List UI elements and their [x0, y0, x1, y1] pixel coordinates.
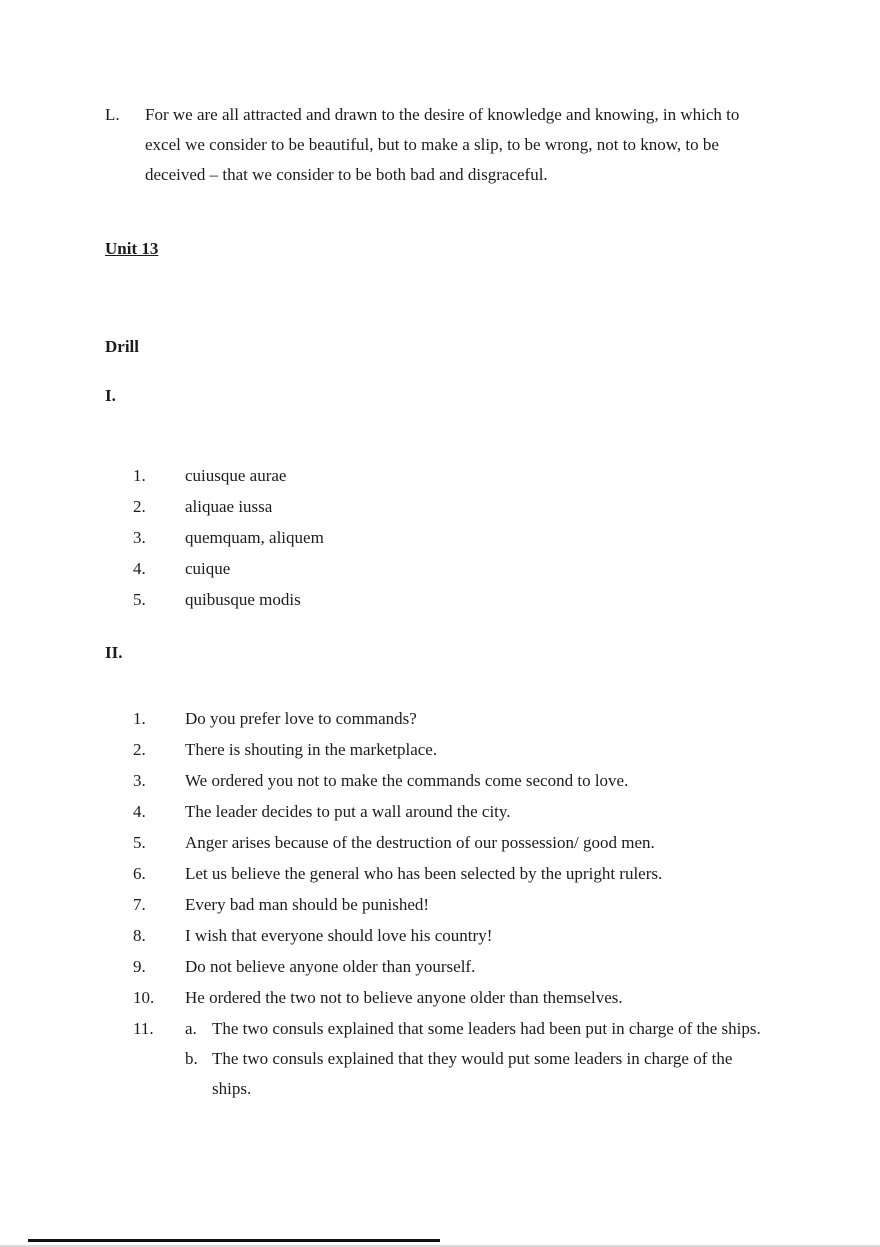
list-text: cuique — [185, 559, 231, 578]
list-number: 4. — [133, 802, 146, 821]
list-number: 6. — [133, 864, 146, 883]
sub-item-label: b. — [185, 1049, 198, 1068]
list-number: 2. — [133, 497, 146, 516]
item-11-sub-list — [185, 1014, 770, 1104]
sub-item-label: a. — [185, 1019, 197, 1038]
list-number: 2. — [133, 740, 146, 759]
list-text: quibusque modis — [185, 590, 301, 609]
list-number: 5. — [133, 833, 146, 852]
list-row — [133, 952, 770, 982]
sub-item-text: The two consuls explained that they would put some leaders in charge of the ships. — [212, 1049, 733, 1098]
list-text: aliquae iussa — [185, 497, 273, 516]
list-row — [133, 492, 770, 522]
list-row — [133, 766, 770, 796]
list-row — [133, 523, 770, 553]
list-text: quemquam, aliquem — [185, 528, 324, 547]
list-text: He ordered the two not to believe anyone older than themselves. — [185, 988, 623, 1007]
list-text: Do you prefer love to commands? — [185, 709, 417, 728]
drill-list-II — [133, 704, 770, 1104]
list-row — [133, 585, 770, 615]
list-row — [133, 704, 770, 734]
list-text: The leader decides to put a wall around the city. — [185, 802, 511, 821]
list-number: 1. — [133, 709, 146, 728]
list-text: We ordered you not to make the commands come second to love. — [185, 771, 629, 790]
list-row — [133, 983, 770, 1013]
drill-list-I — [133, 461, 770, 615]
list-number: 7. — [133, 895, 146, 914]
list-text: There is shouting in the marketplace. — [185, 740, 438, 759]
item-11-row — [133, 1014, 770, 1104]
list-text: Anger arises because of the destruction of our possession/ good men. — [185, 833, 655, 852]
footer-rule — [28, 1239, 440, 1242]
list-number: 11. — [133, 1019, 154, 1038]
list-row — [133, 859, 770, 889]
list-text: cuiusque aurae — [185, 466, 287, 485]
section-I-heading: I. — [105, 386, 116, 405]
list-row — [133, 921, 770, 951]
list-number: 1. — [133, 466, 146, 485]
list-row — [133, 828, 770, 858]
list-text: I wish that everyone should love his country! — [185, 926, 493, 945]
drill-heading: Drill — [105, 337, 139, 356]
item-L-label: L. — [105, 105, 120, 124]
list-number: 8. — [133, 926, 146, 945]
list-number: 10. — [133, 988, 155, 1007]
list-number: 9. — [133, 957, 146, 976]
list-text: Do not believe anyone older than yourself. — [185, 957, 476, 976]
list-row — [133, 554, 770, 584]
list-row — [133, 461, 770, 491]
list-number: 5. — [133, 590, 146, 609]
item-L-text: For we are all attracted and drawn to the desire of knowledge and knowing, in which to excel we consider to be beautiful, but to make a slip, to be wrong, not to know, to be deceived – that we consider to be both bad and disgraceful. — [145, 105, 740, 184]
list-row — [133, 797, 770, 827]
list-text: Every bad man should be punished! — [185, 895, 430, 914]
unit-heading: Unit 13 — [105, 239, 159, 258]
sub-item-row — [185, 1014, 770, 1044]
list-number: 3. — [133, 528, 146, 547]
section-II-heading: II. — [105, 643, 123, 662]
list-row — [133, 735, 770, 765]
paragraph-item-L — [105, 100, 770, 190]
list-number: 3. — [133, 771, 146, 790]
list-text: Let us believe the general who has been selected by the upright rulers. — [185, 864, 663, 883]
sub-item-row — [185, 1044, 770, 1104]
sub-item-text: The two consuls explained that some leaders had been put in charge of the ships. — [212, 1019, 761, 1038]
list-number: 4. — [133, 559, 146, 578]
list-row — [133, 890, 770, 920]
